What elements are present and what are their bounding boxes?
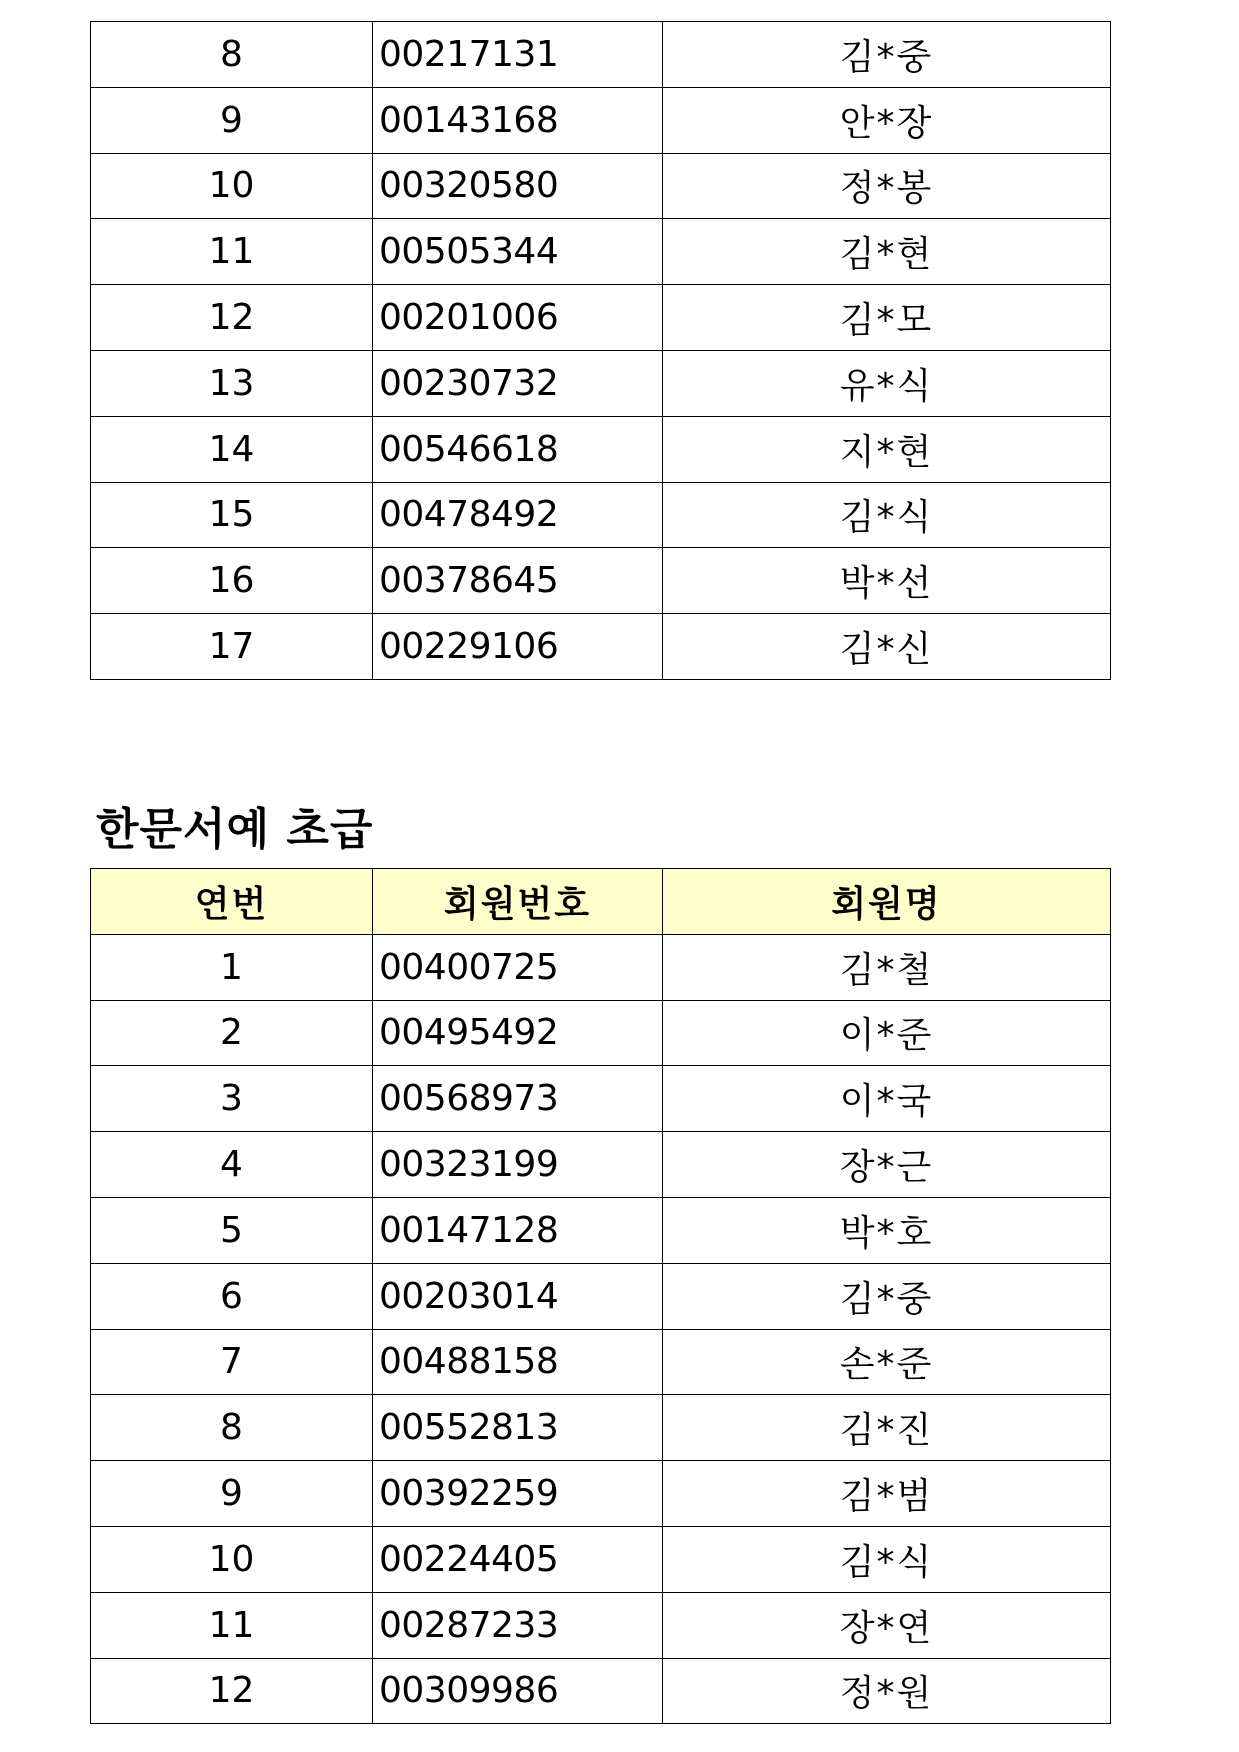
seq-cell: 12: [91, 285, 373, 351]
seq-cell: 3: [91, 1066, 373, 1132]
member-number-cell: 00488158: [373, 1329, 663, 1395]
member-name-cell: 김*범: [663, 1461, 1111, 1527]
member-name-cell: 장*근: [663, 1132, 1111, 1198]
seq-cell: 9: [91, 87, 373, 153]
seq-cell: 10: [91, 1526, 373, 1592]
seq-cell: 6: [91, 1263, 373, 1329]
member-name-cell: 김*중: [663, 22, 1111, 88]
member-number-cell: 00400725: [373, 934, 663, 1000]
seq-cell: 2: [91, 1000, 373, 1066]
table-row: [91, 1395, 1111, 1461]
table-row: [91, 1000, 1111, 1066]
member-number-cell: 00203014: [373, 1263, 663, 1329]
table-row: [91, 1592, 1111, 1658]
member-name-cell: 이*준: [663, 1000, 1111, 1066]
member-number-cell: 00217131: [373, 22, 663, 88]
member-name-cell: 김*현: [663, 219, 1111, 285]
member-number-cell: 00323199: [373, 1132, 663, 1198]
member-name-cell: 김*식: [663, 1526, 1111, 1592]
member-number-cell: 00224405: [373, 1526, 663, 1592]
table-row: [91, 1461, 1111, 1527]
member-number-cell: 00378645: [373, 548, 663, 614]
table-row: [91, 548, 1111, 614]
member-name-cell: 박*선: [663, 548, 1111, 614]
member-name-cell: 지*현: [663, 416, 1111, 482]
header-member-number: 회원번호: [373, 869, 663, 935]
table-row: [91, 1197, 1111, 1263]
member-number-cell: 00552813: [373, 1395, 663, 1461]
seq-cell: 11: [91, 1592, 373, 1658]
member-name-cell: 정*봉: [663, 153, 1111, 219]
seq-cell: 10: [91, 153, 373, 219]
member-table-continued: [90, 21, 1111, 680]
member-number-cell: 00495492: [373, 1000, 663, 1066]
member-number-cell: 00201006: [373, 285, 663, 351]
seq-cell: 9: [91, 1461, 373, 1527]
seq-cell: 12: [91, 1658, 373, 1724]
seq-cell: 8: [91, 1395, 373, 1461]
seq-cell: 16: [91, 548, 373, 614]
header-row: [91, 869, 1111, 935]
table-row: [91, 416, 1111, 482]
table-row: [91, 1658, 1111, 1724]
member-name-cell: 김*중: [663, 1263, 1111, 1329]
table-row: [91, 350, 1111, 416]
member-number-cell: 00505344: [373, 219, 663, 285]
table-row: [91, 482, 1111, 548]
table-row: [91, 934, 1111, 1000]
seq-cell: 4: [91, 1132, 373, 1198]
member-table-continued-body: [91, 22, 1111, 680]
member-number-cell: 00392259: [373, 1461, 663, 1527]
member-table-header: [91, 869, 1111, 935]
header-seq: 연번: [91, 869, 373, 935]
member-name-cell: 정*원: [663, 1658, 1111, 1724]
table-row: [91, 614, 1111, 680]
table-row: [91, 285, 1111, 351]
member-number-cell: 00478492: [373, 482, 663, 548]
seq-cell: 11: [91, 219, 373, 285]
seq-cell: 14: [91, 416, 373, 482]
member-name-cell: 유*식: [663, 350, 1111, 416]
table-row: [91, 1066, 1111, 1132]
member-table-beginner-body: [91, 934, 1111, 1724]
member-number-cell: 00287233: [373, 1592, 663, 1658]
table-row: [91, 87, 1111, 153]
table-row: [91, 1132, 1111, 1198]
member-number-cell: 00568973: [373, 1066, 663, 1132]
seq-cell: 17: [91, 614, 373, 680]
member-number-cell: 00230732: [373, 350, 663, 416]
member-name-cell: 박*호: [663, 1197, 1111, 1263]
member-number-cell: 00229106: [373, 614, 663, 680]
member-name-cell: 안*장: [663, 87, 1111, 153]
seq-cell: 8: [91, 22, 373, 88]
member-number-cell: 00546618: [373, 416, 663, 482]
table-row: [91, 219, 1111, 285]
table-row: [91, 153, 1111, 219]
table-row: [91, 1526, 1111, 1592]
table-row: [91, 22, 1111, 88]
seq-cell: 15: [91, 482, 373, 548]
member-number-cell: 00309986: [373, 1658, 663, 1724]
seq-cell: 1: [91, 934, 373, 1000]
member-table-beginner: [90, 868, 1111, 1724]
member-name-cell: 손*준: [663, 1329, 1111, 1395]
header-member-name: 회원명: [663, 869, 1111, 935]
seq-cell: 13: [91, 350, 373, 416]
member-name-cell: 장*연: [663, 1592, 1111, 1658]
member-name-cell: 김*신: [663, 614, 1111, 680]
member-name-cell: 김*진: [663, 1395, 1111, 1461]
member-name-cell: 김*철: [663, 934, 1111, 1000]
table-row: [91, 1329, 1111, 1395]
member-name-cell: 김*식: [663, 482, 1111, 548]
table-row: [91, 1263, 1111, 1329]
member-name-cell: 이*국: [663, 1066, 1111, 1132]
member-name-cell: 김*모: [663, 285, 1111, 351]
seq-cell: 7: [91, 1329, 373, 1395]
section-title: 한문서예 초급: [96, 804, 374, 855]
member-number-cell: 00147128: [373, 1197, 663, 1263]
member-number-cell: 00320580: [373, 153, 663, 219]
member-number-cell: 00143168: [373, 87, 663, 153]
seq-cell: 5: [91, 1197, 373, 1263]
